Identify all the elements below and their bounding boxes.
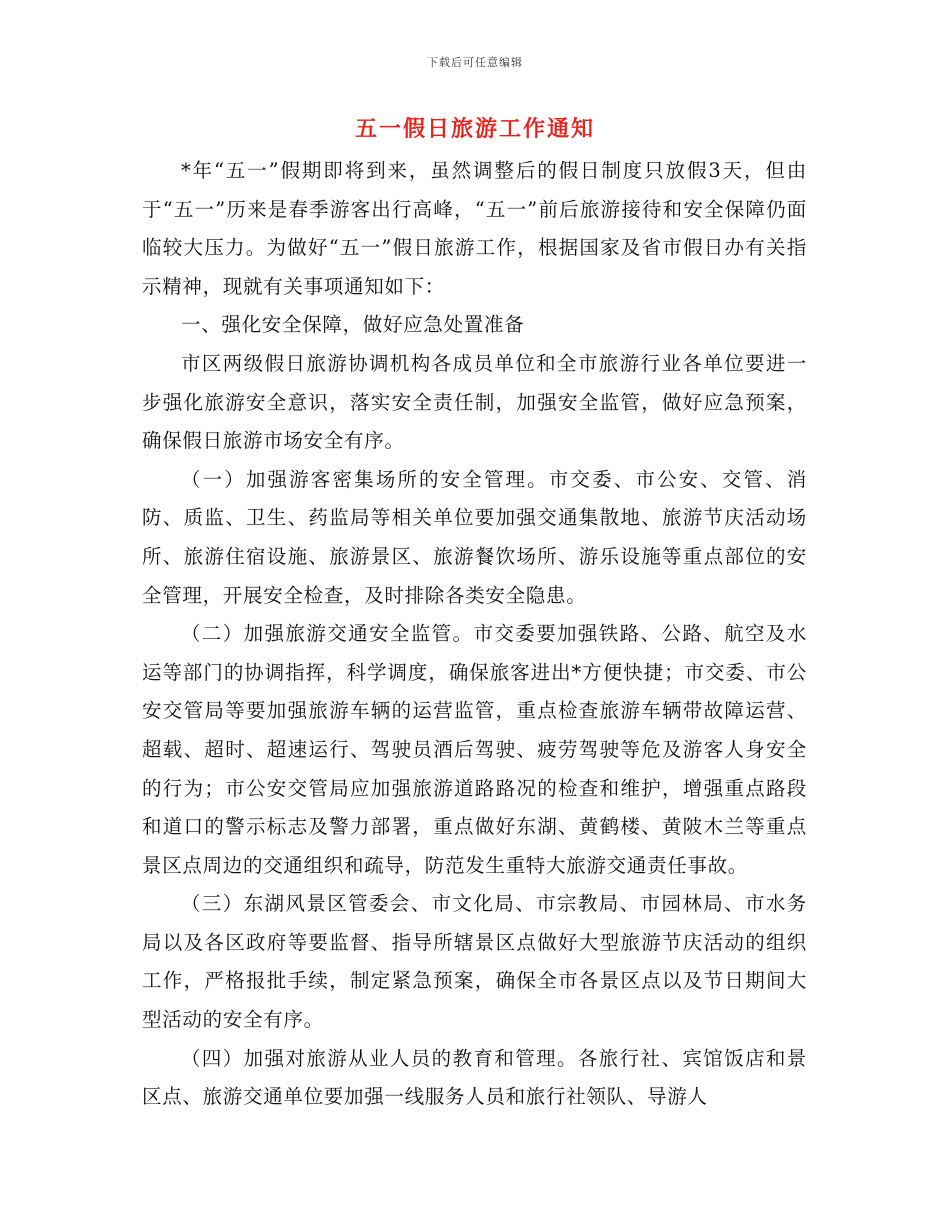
paragraph-item-2: （二）加强旅游交通安全监管。市交委要加强铁路、公路、航空及水运等部门的协调指挥，科学调度，确保旅客进出*方便快捷；市交委、市公安交管局等要加强旅游车辆的运营监管，重点检查旅游车辆带故障运营、超载、超时、超速运行、驾驶员酒后驾驶、疲劳驾驶等危及游客人身安全的行为；市公安交管局应加强旅游道路路况的检查和维护，增强重点路段和道口的警示标志及警力部署，重点做好东湖、黄鹤楼、黄陂木兰等重点景区点周边的交通组织和疏导，防范发生重特大旅游交通责任事故。 <box>142 622 807 877</box>
header-note: 下载后可任意编辑 <box>427 56 523 69</box>
paragraph-item-4: （四）加强对旅游从业人员的教育和管理。各旅行社、宾馆饭店和景区点、旅游交通单位要加强一线服务人员和旅行社领队、导游人 <box>142 1046 807 1109</box>
section-heading-1: 一、强化安全保障，做好应急处置准备 <box>181 313 525 337</box>
paragraph-item-3: （三）东湖风景区管委会、市文化局、市宗教局、市园林局、市水务局以及各区政府等要监督、指导所辖景区点做好大型旅游节庆活动的组织工作，严格报批手续，制定紧急预案，确保全市各景区点以及节日期间大型活动的安全有序。 <box>142 892 807 1032</box>
document-title: 五一假日旅游工作通知 <box>354 116 595 142</box>
paragraph-item-1: （一）加强游客密集场所的安全管理。市交委、市公安、交管、消防、质监、卫生、药监局等相关单位要加强交通集散地、旅游节庆活动场所、旅游住宿设施、旅游景区、旅游餐饮场所、游乐设施等重点部位的安全管理，开展安全检查，及时排除各类安全隐患。 <box>142 467 807 607</box>
paragraph-section-1: 市区两级假日旅游协调机构各成员单位和全市旅游行业各单位要进一步强化旅游安全意识，落实安全责任制，加强安全监管，做好应急预案，确保假日旅游市场安全有序。 <box>142 351 807 453</box>
document-body <box>142 152 807 1117</box>
paragraph-intro: *年“五一”假期即将到来，虽然调整后的假日制度只放假3天，但由于“五一”历来是春季游客出行高峰，“五一”前后旅游接待和安全保障仍面临较大压力。为做好“五一”假日旅游工作，根据国家及省市假日办有关指示精神，现就有关事项通知如下： <box>142 159 807 298</box>
